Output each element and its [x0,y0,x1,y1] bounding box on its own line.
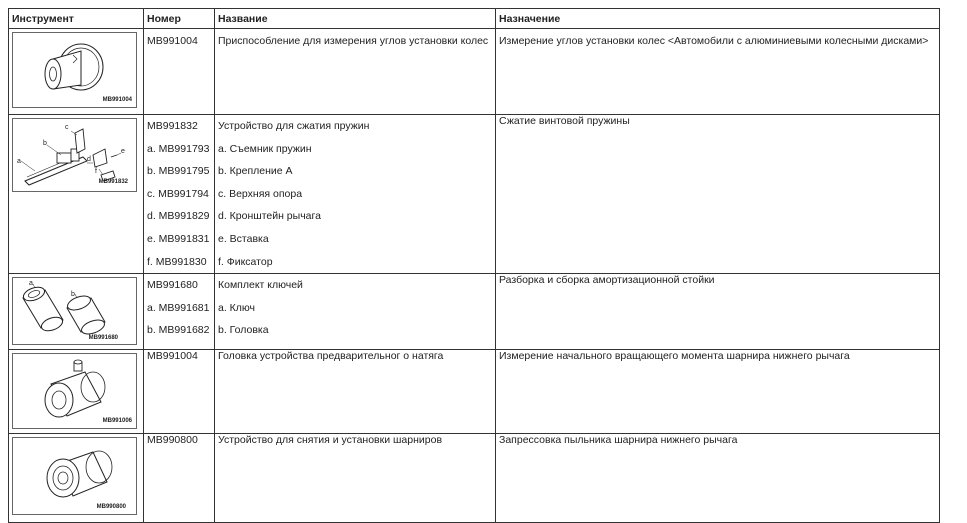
tool-name: Приспособление для измерения углов установки колес [218,35,489,47]
label-b: b [43,140,47,147]
tool-name: Устройство для снятия и установки шарниров [218,434,443,447]
table-row [9,350,940,434]
tool-illustration-wheel-alignment-gauge [12,32,137,108]
header-row [9,9,940,29]
tool-number: a. MB991681 [147,301,210,314]
tool-purpose: Разборка и сборка амортизационной стойки [499,274,715,287]
tool-number: MB990800 [147,434,198,447]
table-row [9,29,940,115]
table-row [9,115,940,274]
header-number: Номер [144,9,215,29]
tool-name: a. Ключ [218,301,256,314]
tool-number: e. MB991831 [147,232,210,245]
tool-number: b. MB991682 [147,324,210,337]
image-caption: MB991006 [102,418,132,425]
label-a: a [29,280,33,288]
tool-name: b. Головка [218,324,269,337]
label-f: f [95,168,97,175]
tool-image-cell [9,29,144,115]
tool-name: f. Фиксатор [218,255,273,268]
tool-number: b. MB991795 [147,165,210,178]
tool-illustration-ball-joint-installer [12,437,137,515]
tool-name: Головка устройства предварительног о натяга [218,350,444,363]
table-row [9,434,940,523]
tool-image-cell [9,274,144,350]
tool-purpose: Запрессовка пыльника шарнира нижнего рычага [499,434,738,447]
tool-name: Устройство для сжатия пружин [218,120,370,132]
tools-table [8,8,940,523]
tool-name: c. Верхняя опора [218,187,303,200]
image-caption: MB991832 [98,179,128,185]
tool-number: d. MB991829 [147,210,210,223]
header-name: Название [215,9,496,29]
tool-name: e. Вставка [218,232,269,245]
header-purpose: Назначение [496,9,940,29]
header-tool: Инструмент [9,9,144,29]
tool-image-cell [9,350,144,434]
tool-name: Комплект ключей [218,279,303,292]
tool-name: b. Крепление А [218,165,293,178]
tool-number: MB991680 [147,279,198,292]
label-b: b [71,291,75,299]
image-caption: MB991004 [102,97,132,103]
tool-number: MB991004 [147,350,198,363]
label-d: d [87,156,91,163]
tool-image-cell [9,434,144,523]
tool-purpose: Измерение углов установки колес <Автомобили с алюминиевыми колесными дисками> [499,35,929,47]
tool-illustration-preload-socket [12,353,137,429]
tool-image-cell [9,115,144,274]
tool-number: f. MB991830 [147,255,207,268]
tool-number: c. MB991794 [147,187,209,200]
tool-illustration-spring-compressor [12,118,137,192]
tool-illustration-wrench-set [12,277,137,345]
table-row [9,274,940,350]
label-c: c [65,124,69,131]
tool-purpose: Сжатие винтовой пружины [499,115,630,127]
tool-number: MB991832 [147,120,198,132]
tool-name: a. Съемник пружин [218,142,312,155]
tool-name: d. Кронштейн рычага [218,210,321,223]
tool-number: MB991004 [147,35,198,47]
image-caption: MB990800 [96,504,126,511]
label-e: e [121,148,125,155]
tool-purpose: Измерение начального вращающего момента шарнира нижнего рычага [499,350,850,363]
label-a: a [17,158,21,165]
tool-number: a. MB991793 [147,142,210,155]
image-caption: MB991680 [88,335,118,342]
